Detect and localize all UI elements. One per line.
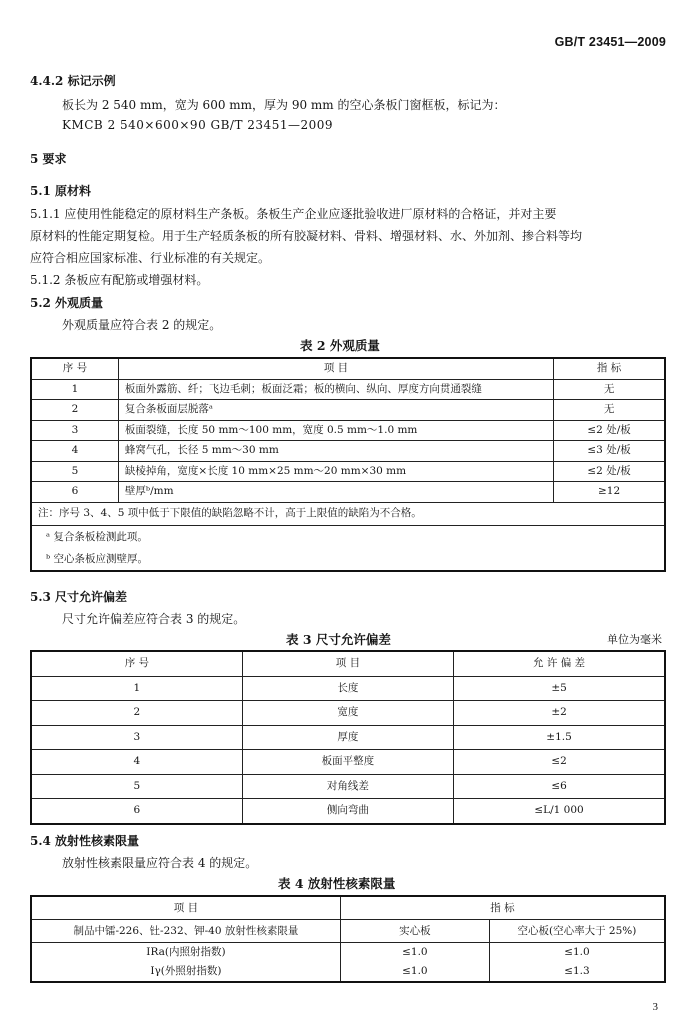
paragraph-5-3: 尺寸允许偏差应符合表 3 的规定。 <box>62 612 246 626</box>
table-cell: 缺棱掉角，宽度×长度 10 mm×25 mm～20 mm×30 mm <box>118 461 553 482</box>
table-row <box>31 725 665 750</box>
table-row <box>31 774 665 799</box>
table-cell: Iγ(外照射指数) <box>31 962 340 982</box>
paragraph-5-1-1-line2: 原材料的性能定期复检。用于生产轻质条板的所有胶凝材料、骨料、增强材料、水、外加剂、掺合料等均 <box>30 229 583 243</box>
table-header-cell: 序 号 <box>31 651 242 676</box>
table-header-row <box>31 651 665 676</box>
heading-5-2: 5.2 外观质量 <box>30 296 104 310</box>
table-footnote-row <box>31 548 665 571</box>
table-row <box>31 441 665 462</box>
table-cell: 2 <box>31 701 242 726</box>
table-footnote-row <box>31 525 665 548</box>
table4-caption: 表 4 放射性核素限量 <box>278 876 396 891</box>
table-subheader-row <box>31 920 665 943</box>
table-footnote-a: ᵃ 复合条板检测此项。 <box>31 525 665 548</box>
table-cell: 制品中镭-226、钍-232、钾-40 放射性核素限量 <box>31 920 340 943</box>
table-cell: 6 <box>31 482 118 503</box>
marking-example-text: 板长为 2 540 mm，宽为 600 mm，厚为 90 mm 的空心条板门窗框板，标记为： <box>62 98 506 112</box>
heading-5-4: 5.4 放射性核素限量 <box>30 834 140 848</box>
table-cell: 4 <box>31 750 242 775</box>
table-header-row <box>31 358 665 379</box>
table-cell: ≤2 处/板 <box>554 461 665 482</box>
table-cell: 侧向弯曲 <box>242 799 453 824</box>
table-cell: 2 <box>31 400 118 421</box>
table-cell: 3 <box>31 420 118 441</box>
table-row <box>31 400 665 421</box>
table-cell: 4 <box>31 441 118 462</box>
table-cell: 宽度 <box>242 701 453 726</box>
table-row <box>31 420 665 441</box>
table2-caption: 表 2 外观质量 <box>300 338 380 353</box>
table-cell: ≤L/1 000 <box>454 799 665 824</box>
table-cell: ±5 <box>454 676 665 701</box>
table-note-row <box>31 502 665 525</box>
table-cell: ≤1.0 <box>340 962 489 982</box>
table-footnote-b: ᵇ 空心条板应测壁厚。 <box>31 548 665 571</box>
table-cell: 6 <box>31 799 242 824</box>
table-row <box>31 701 665 726</box>
paragraph-5-4: 放射性核素限量应符合表 4 的规定。 <box>62 856 258 870</box>
table-cell: ≤2 处/板 <box>554 420 665 441</box>
table-cell: 3 <box>31 725 242 750</box>
paragraph-5-1-1-line3: 应符合相应国家标准、行业标准的有关规定。 <box>30 251 271 265</box>
table-header-row <box>31 896 665 920</box>
table-cell: ≤2 <box>454 750 665 775</box>
table-row <box>31 461 665 482</box>
heading-5-1: 5.1 原材料 <box>30 184 92 198</box>
table-cell: 无 <box>554 400 665 421</box>
table-cell: ≤6 <box>454 774 665 799</box>
appearance-quality-table <box>30 357 666 572</box>
table-cell: 厚度 <box>242 725 453 750</box>
table-header-cell: 项 目 <box>31 896 340 920</box>
table-cell: ≤1.0 <box>340 943 489 963</box>
table-cell: 5 <box>31 774 242 799</box>
table-header-cell: 序 号 <box>31 358 118 379</box>
table-cell: IRa(内照射指数) <box>31 943 340 963</box>
table-cell: 复合条板面层脱落ᵃ <box>118 400 553 421</box>
table-note: 注：序号 3、4、5 项中低于下限值的缺陷忽略不计，高于上限值的缺陷为不合格。 <box>31 502 665 525</box>
table-header-cell: 指 标 <box>340 896 665 920</box>
table-cell: 1 <box>31 676 242 701</box>
table-header-cell: 指 标 <box>554 358 665 379</box>
marking-example-code: KMCB 2 540×600×90 GB/T 23451—2009 <box>62 118 333 132</box>
table-cell: 对角线差 <box>242 774 453 799</box>
dimension-tolerance-table <box>30 650 666 825</box>
radionuclide-limit-table <box>30 895 666 983</box>
table-cell: 1 <box>31 379 118 400</box>
table-cell: 板面裂缝，长度 50 mm～100 mm，宽度 0.5 mm～1.0 mm <box>118 420 553 441</box>
standard-number: GB/T 23451—2009 <box>554 35 666 49</box>
page-number: 3 <box>652 1001 658 1013</box>
table-cell: ≥12 <box>554 482 665 503</box>
heading-5: 5 要求 <box>30 152 67 166</box>
table-cell: ≤3 处/板 <box>554 441 665 462</box>
table-row <box>31 482 665 503</box>
table-row <box>31 676 665 701</box>
paragraph-5-1-2: 5.1.2 条板应有配筋或增强材料。 <box>30 273 209 287</box>
table-cell: 板面平整度 <box>242 750 453 775</box>
heading-5-3: 5.3 尺寸允许偏差 <box>30 590 128 604</box>
table-cell: 长度 <box>242 676 453 701</box>
table-cell: ≤1.3 <box>489 962 665 982</box>
table-header-cell: 项 目 <box>242 651 453 676</box>
paragraph-5-1-1-line1: 5.1.1 应使用性能稳定的原材料生产条板。条板生产企业应逐批验收进厂原材料的合格证，并对主要 <box>30 207 557 221</box>
table-cell: ±1.5 <box>454 725 665 750</box>
table-cell: 无 <box>554 379 665 400</box>
table-cell: 壁厚ᵇ/mm <box>118 482 553 503</box>
table-cell: ±2 <box>454 701 665 726</box>
table3-caption: 表 3 尺寸允许偏差 <box>286 632 391 647</box>
table-row <box>31 379 665 400</box>
heading-4-4-2: 4.4.2 标记示例 <box>30 74 116 88</box>
table-cell: 板面外露筋、纤；飞边毛刺；板面泛霜；板的横向、纵向、厚度方向贯通裂缝 <box>118 379 553 400</box>
table-header-cell: 项 目 <box>118 358 553 379</box>
paragraph-5-2: 外观质量应符合表 2 的规定。 <box>62 318 222 332</box>
table-row <box>31 799 665 824</box>
table-cell: ≤1.0 <box>489 943 665 963</box>
table-cell: 5 <box>31 461 118 482</box>
table-row <box>31 750 665 775</box>
table3-unit: 单位为毫米 <box>607 633 662 646</box>
table-cell: 蜂窝气孔，长径 5 mm～30 mm <box>118 441 553 462</box>
table-row <box>31 943 665 963</box>
table-header-cell: 实心板 <box>340 920 489 943</box>
table-header-cell: 允 许 偏 差 <box>454 651 665 676</box>
table-row <box>31 962 665 982</box>
table-header-cell: 空心板(空心率大于 25%) <box>489 920 665 943</box>
